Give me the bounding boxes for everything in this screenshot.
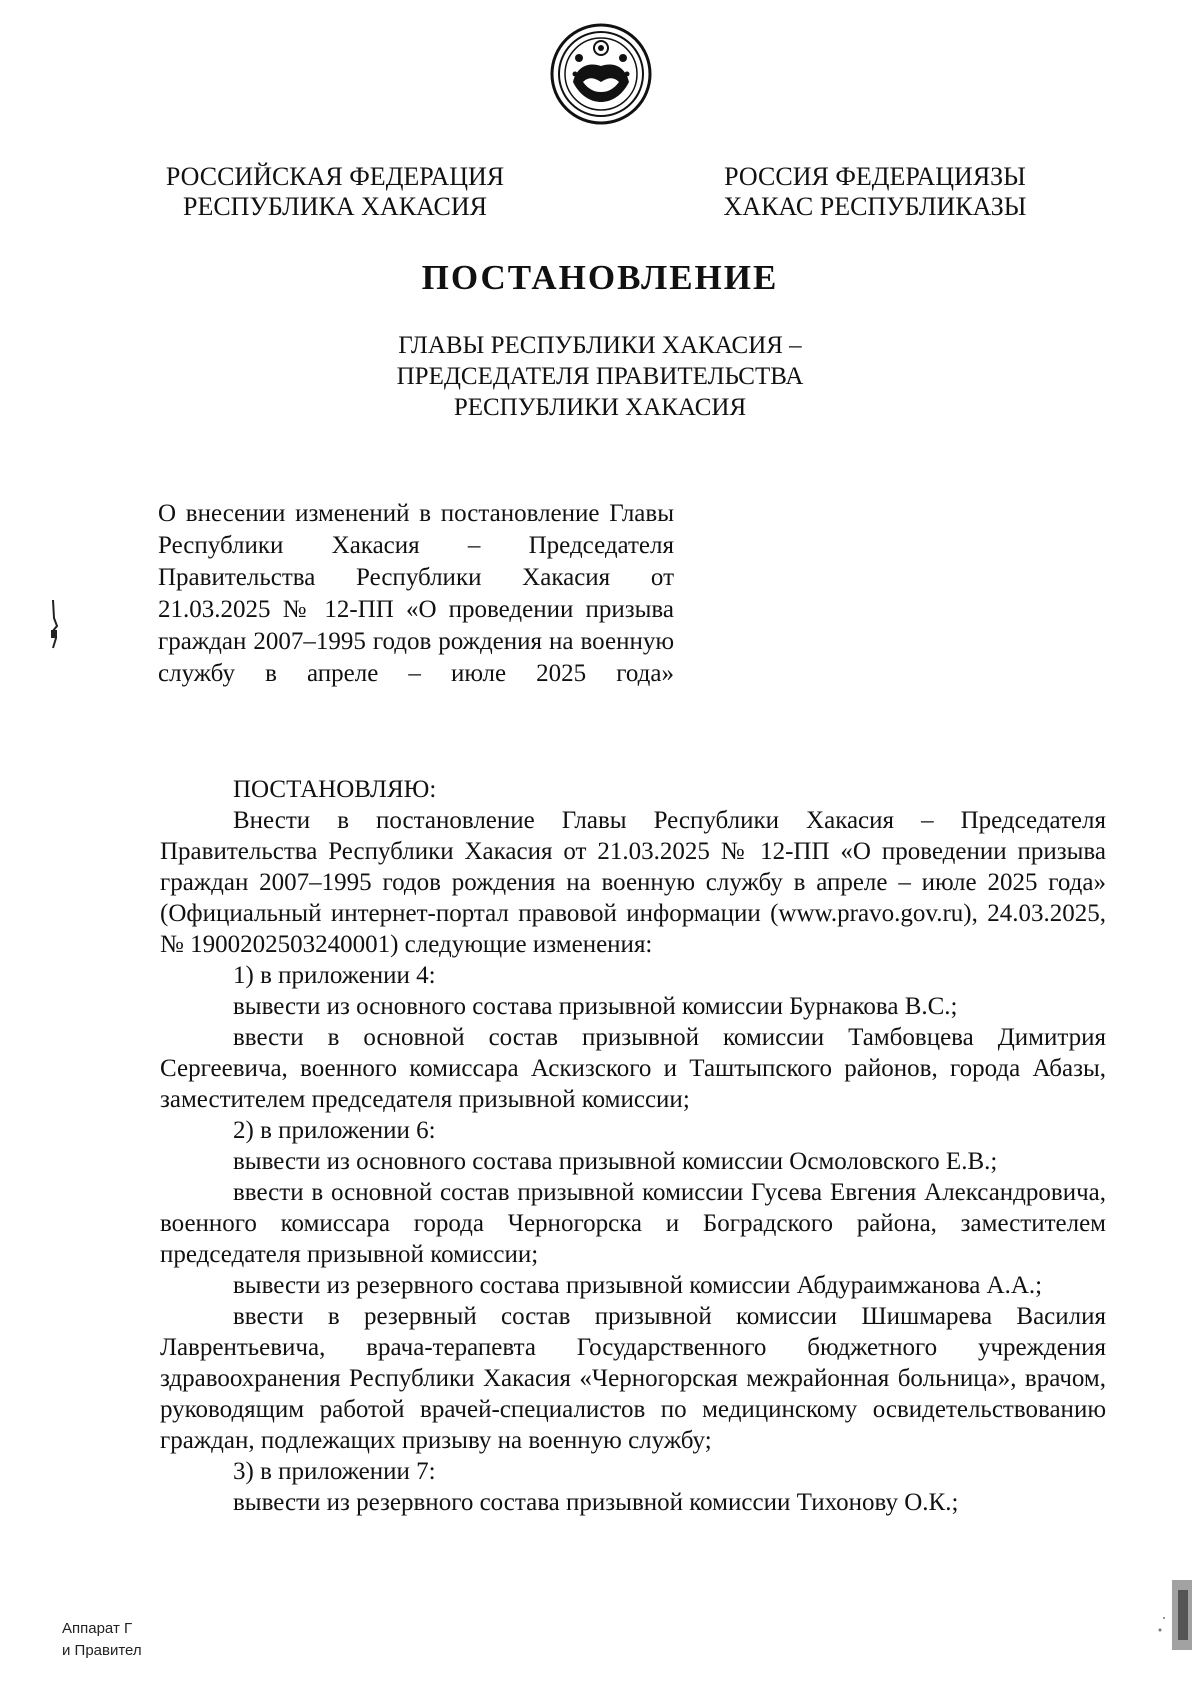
document-body xyxy=(160,774,1106,1518)
header-left xyxy=(160,162,510,222)
header-left-line2: РЕСПУБЛИКА ХАКАСИЯ xyxy=(182,192,487,221)
paragraph: вывести из основного состава призывной комиссии Осмоловского Е.В.; xyxy=(233,1148,998,1175)
issuer-line3: РЕСПУБЛИКИ ХАКАСИЯ xyxy=(453,394,747,421)
office-stamp xyxy=(62,1618,142,1662)
document-type: ПОСТАНОВЛЕНИЕ xyxy=(421,258,779,297)
paragraph-intro: Внести в постановление Главы Республики Хакасия – Председателя Правительства Республики Хакасия от 21.03.2025 № 12-ПП «О проведении призыва граждан 2007–1995 годов рождения на военную службу в апреле – июле 2025 года» (Официальный интернет-портал правовой информации (www.pravo.gov.ru), 24.03.2025, № 1900202503240001) следующие изменения: xyxy=(160,807,1106,958)
paragraph: вывести из резервного состава призывной комиссии Абдураимжанова А.А.; xyxy=(233,1272,1043,1299)
decree-word: ПОСТАНОВЛЯЮ: xyxy=(233,776,437,803)
paragraph-item-3: 3) в приложении 7: xyxy=(233,1458,436,1485)
paragraph-item-1: 1) в приложении 4: xyxy=(233,962,436,989)
issuer-block xyxy=(0,330,1200,423)
scan-mark-icon xyxy=(48,598,60,658)
paragraph: вывести из резервного состава призывной комиссии Тихонову О.К.; xyxy=(233,1489,959,1516)
issuer-line2: ПРЕДСЕДАТЕЛЯ ПРАВИТЕЛЬСТВА xyxy=(396,363,804,390)
paragraph: ввести в основной состав призывной комиссии Тамбовцева Димитрия Сергеевича, военного комиссара Аскизского и Таштыпского районов, города Абазы, заместителем председателя призывной комиссии; xyxy=(160,1024,1106,1113)
republic-emblem-icon xyxy=(549,22,653,126)
paragraph-item-2: 2) в приложении 6: xyxy=(233,1117,436,1144)
header-right xyxy=(705,162,1045,222)
stamp-line2: и Правител xyxy=(62,1642,142,1659)
stamp-line1: Аппарат Г xyxy=(62,1620,133,1637)
document-subject: О внесении изменений в постановление Главы Республики Хакасия – Председателя Правительства Республики Хакасия от 21.03.2025 № 12-ПП «О проведении призыва граждан 2007–1995 годов рождения на военную службу в апреле – июле 2025 года» xyxy=(158,500,674,687)
paragraph: ввести в резервный состав призывной комиссии Шишмарева Василия Лаврентьевича, врача-терапевта Государственного бюджетного учреждения здравоохранения Республики Хакасия «Черногорская межрайонная больница», врачом, руководящим работой врачей-специалистов по медицинскому освидетельствованию граждан, подлежащих призыву на военную службу; xyxy=(160,1303,1106,1454)
paragraph: ввести в основной состав призывной комиссии Гусева Евгения Александровича, военного комиссара города Черногорска и Боградского района, заместителем председателя призывной комиссии; xyxy=(160,1179,1106,1268)
paragraph: вывести из основного состава призывной комиссии Бурнакова В.С.; xyxy=(233,993,958,1020)
header-right-line1: РОССИЯ ФЕДЕРАЦИЯЗЫ xyxy=(724,162,1026,191)
issuer-line1: ГЛАВЫ РЕСПУБЛИКИ ХАКАСИЯ – xyxy=(398,332,802,359)
scan-noise-icon xyxy=(1150,1570,1196,1660)
header-right-line2: ХАКАС РЕСПУБЛИКАЗЫ xyxy=(723,192,1027,221)
header-left-line1: РОССИЙСКАЯ ФЕДЕРАЦИЯ xyxy=(165,162,505,191)
